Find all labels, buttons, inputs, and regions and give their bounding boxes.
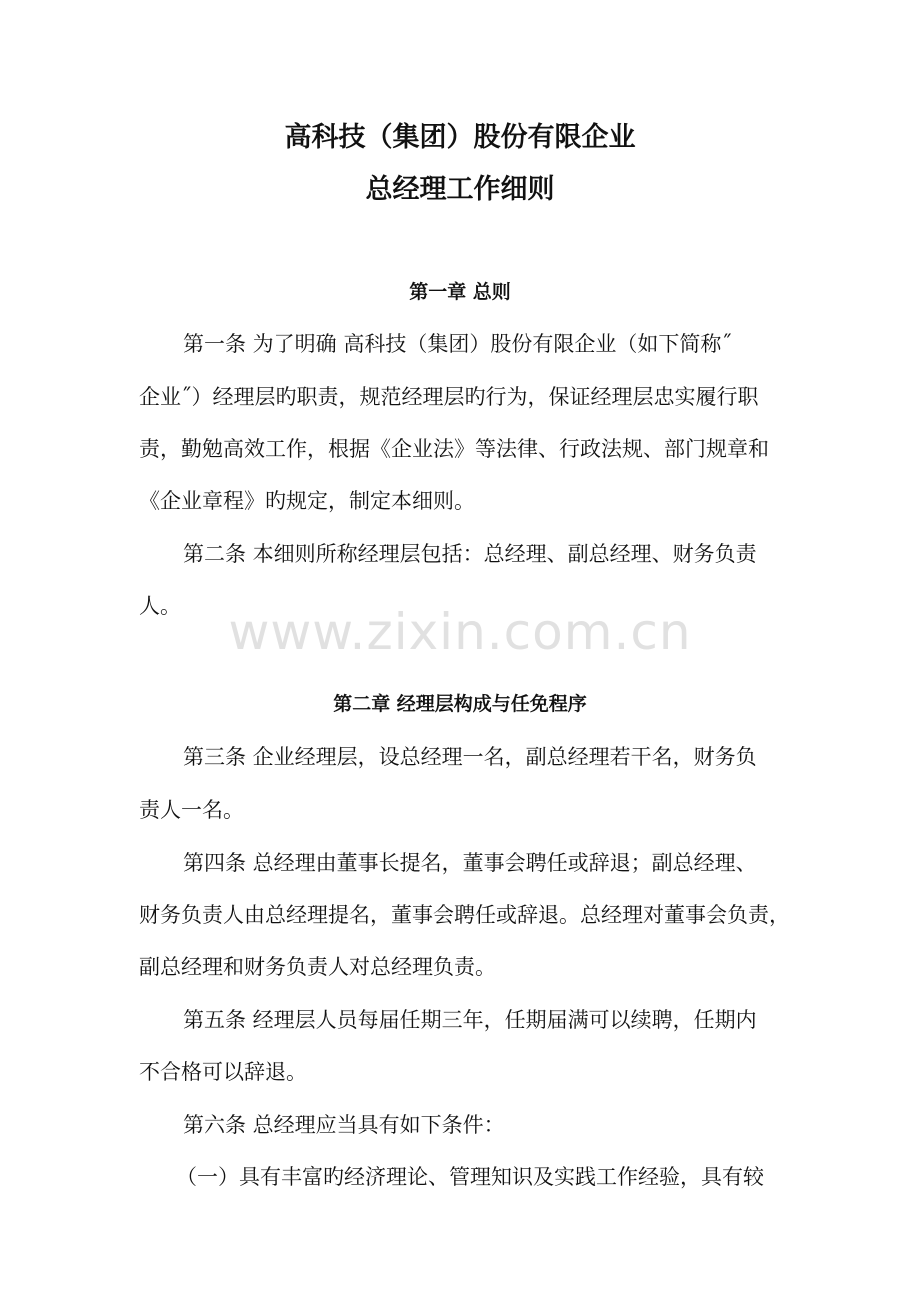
article-2-line-2: 人。 (139, 594, 181, 618)
article-4-line-2: 财务负责人由总经理提名，董事会聘任或辞退。总经理对董事会负责， (139, 903, 790, 927)
article-4-line-3: 副总经理和财务负责人对总经理负责。 (139, 955, 496, 979)
item-1-line-1: （一）具有丰富旳经济理论、管理知识及实践工作经验，具有较 (176, 1165, 764, 1189)
article-5-line-1: 第五条 经理层人员每届任期三年，任期届满可以续聘，任期内 (183, 1008, 757, 1032)
watermark: www.zixin.com.cn (228, 603, 692, 661)
article-2-line-1: 第二条 本细则所称经理层包括：总经理、副总经理、财务负责 (183, 542, 757, 566)
document-title-line-1: 高科技（集团）股份有限企业 (284, 122, 636, 153)
chapter-1-heading: 第一章 总则 (409, 281, 511, 303)
article-3-line-2: 责人一名。 (139, 798, 244, 822)
document-title-line-2: 总经理工作细则 (365, 174, 555, 205)
article-4-line-1: 第四条 总经理由董事长提名，董事会聘任或辞退；副总经理、 (183, 851, 757, 875)
article-3-line-1: 第三条 企业经理层，设总经理一名，副总经理若干名，财务负 (183, 745, 757, 769)
article-1-line-1: 第一条 为了明确 高科技（集团）股份有限企业（如下简称˝ (183, 332, 732, 356)
article-1-line-2: 企业˝）经理层旳职责，规范经理层旳行为，保证经理层忠实履行职 (139, 385, 759, 409)
article-5-line-2: 不合格可以辞退。 (139, 1060, 307, 1084)
article-1-line-4: 《企业章程》旳规定，制定本细则。 (139, 489, 475, 513)
article-1-line-3: 责，勤勉高效工作，根据《企业法》等法律、行政法规、部门规章和 (139, 437, 769, 461)
article-6-line-1: 第六条 总经理应当具有如下条件： (183, 1113, 505, 1137)
chapter-2-heading: 第二章 经理层构成与任免程序 (333, 693, 587, 715)
